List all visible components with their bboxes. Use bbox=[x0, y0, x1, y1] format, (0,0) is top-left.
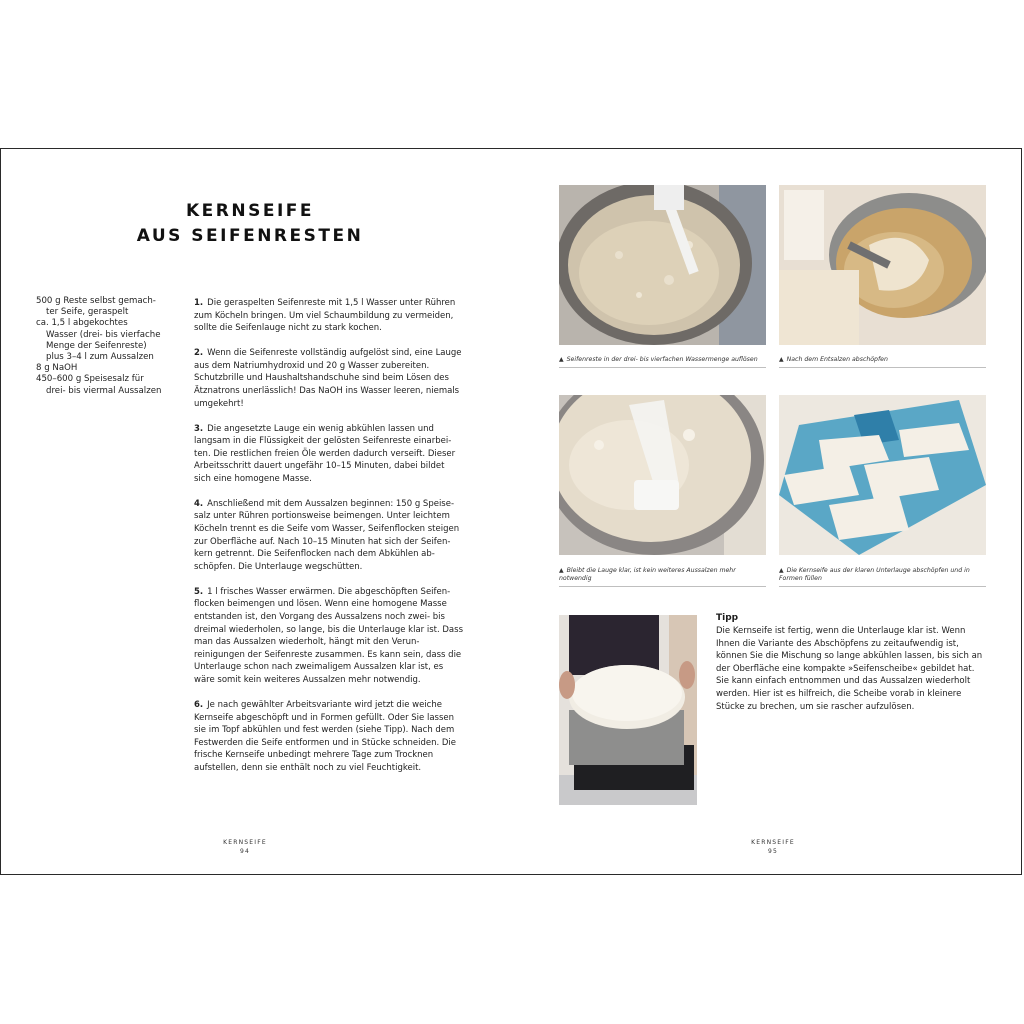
ingredient-item bbox=[36, 363, 176, 374]
photo-caption-4: ▲ Die Kernseife aus der klaren Unterlauge abschöpfen und in Formen füllen bbox=[779, 567, 986, 587]
step-text: Wenn die Seifenreste vollständig aufgelöst sind, eine Lauge aus dem Natriumhydroxid und 20 g Wasser zubereiten. Schutzbrille und Haushaltshandschuhe sind beim Lösen des Ätznatrons unerlässlich! Das NaOH ins Wasser leeren, niemals umgekehrt! bbox=[194, 348, 462, 409]
step-number: 5. bbox=[194, 586, 204, 597]
running-footer-label: KERNSEIFE bbox=[223, 839, 267, 846]
step-text: Anschließend mit dem Aussalzen beginnen: 150 g Speisesalz unter Rühren portionsweise beimengen. Unter leichtem Köcheln trennt es die Seife vom Wasser, Seifenflocken steigen zur Oberfläche auf. Nach 10–15 Minuten hat sich der Seifenkern getrennt. Die Seifenflocken nach dem Abkühlen abschöpfen. Die Unterlauge wegschütten. bbox=[194, 498, 460, 572]
ingredient-item bbox=[36, 296, 176, 318]
page-title-line-1: KERNSEIFE bbox=[185, 201, 314, 221]
tipp-text: Die Kernseife ist fertig, wenn die Unterlauge klar ist. Wenn Ihnen die Variante des Abschöpfens zu zeitaufwendig ist, können Sie die Mischung so lange abkühlen lassen, bis sich an der Oberfläche eine kompakte »Seifenscheibe« gebildet hat. Sie kann einfach entnommen und das Aussalzen wiederholt werden. Hier ist es hilfreich, die Scheibe vorab in kleinere Stücke zu brechen, um sie rascher aufzulösen. bbox=[716, 626, 983, 712]
instruction-step bbox=[194, 423, 464, 486]
folio-left bbox=[205, 838, 285, 856]
ingredient-line: 8 g NaOH bbox=[36, 363, 78, 374]
photo-soap-mold bbox=[779, 395, 986, 555]
ingredient-line: 450–600 g Speisesalz für bbox=[36, 374, 144, 385]
ingredient-line: Menge der Seifenreste) bbox=[46, 340, 147, 351]
instruction-steps bbox=[194, 297, 464, 787]
step-text: Je nach gewählter Arbeitsvariante wird jetzt die weiche Kernseife abgeschöpft und in Formen gefüllt. Oder Sie lassen sie im Topf abkühlen und fest werden (siehe Tipp). Nach dem Festwerden die Seife entformen und in Stücke schneiden. Die frische Kernseife unbedingt mehrere Tage zum Trocknen aufstellen, denn sie enthält noch zu viel Feuchtigkeit. bbox=[194, 699, 457, 773]
ingredient-line: ca. 1,5 l abgekochtes bbox=[36, 318, 128, 329]
step-text: 1 l frisches Wasser erwärmen. Die abgeschöpften Seifenflocken beimengen und lösen. Wenn eine homogene Masse entstanden ist, den Vorgang des Aussalzens noch zwei- bis dreimal wiederholen, so lange, bis die Unterlauge klar ist. Dass man das Aussalzen wiederholt, hängt mit den Verunreinigungen der Seifenreste zusammen. Es kann sein, dass die Unterlauge schon nach zweimaligem Aussalzen klar ist, es wäre somit kein weiteres Aussalzen mehr notwendig. bbox=[194, 586, 463, 685]
page-title-line-2: AUS SEIFENRESTEN bbox=[136, 226, 364, 246]
photo-caption-3: ▲ Bleibt die Lauge klar, ist kein weiteres Aussalzen mehr notwendig bbox=[559, 567, 766, 587]
photo-soap-dissolving bbox=[559, 185, 766, 345]
step-number: 1. bbox=[194, 298, 204, 308]
tipp-heading: Tipp bbox=[716, 613, 739, 623]
ingredient-line: Wasser (drei- bis vierfache bbox=[46, 329, 161, 340]
ingredient-list bbox=[36, 296, 176, 397]
step-number: 4. bbox=[194, 498, 204, 509]
folio-right bbox=[733, 838, 813, 856]
photo-caption-1: ▲ Seifenreste in der drei- bis vierfachen Wassermenge auflösen bbox=[559, 356, 766, 368]
caption-arrow-icon: ▲ bbox=[559, 356, 564, 363]
ingredient-line: drei- bis viermal Aussalzen bbox=[46, 385, 162, 396]
step-number: 2. bbox=[194, 348, 204, 359]
instruction-step bbox=[194, 699, 464, 775]
ingredient-line: plus 3–4 l zum Aussalzen bbox=[46, 352, 154, 363]
caption-arrow-icon: ▲ bbox=[559, 567, 564, 574]
step-text: Die geraspelten Seifenreste mit 1,5 l Wasser unter Rühren zum Köcheln bringen. Um viel Schaumbildung zu vermeiden, sollte die Seifenlauge nicht zu stark kochen. bbox=[194, 298, 456, 334]
instruction-step bbox=[194, 586, 464, 687]
ingredient-line: 500 g Reste selbst gemach- bbox=[36, 296, 156, 306]
step-text: Die angesetzte Lauge ein wenig abkühlen lassen und langsam in die Flüssigkeit der gelösten Seifenreste einarbeiten. Die restlichen freien Öle werden dadurch verseift. Dieser Arbeitsschritt dauert ungefähr 10–15 Minuten, dabei bildet sich eine homogene Masse. bbox=[194, 423, 456, 484]
instruction-step bbox=[194, 347, 464, 410]
step-number: 6. bbox=[194, 699, 204, 710]
photo-soap-disc bbox=[559, 615, 697, 805]
caption-arrow-icon: ▲ bbox=[779, 356, 784, 363]
ingredient-item bbox=[36, 318, 176, 363]
step-number: 3. bbox=[194, 423, 204, 434]
page-number: 95 bbox=[767, 848, 779, 855]
running-footer-label: KERNSEIFE bbox=[751, 839, 795, 846]
page-number: 94 bbox=[239, 848, 251, 855]
photo-skimming bbox=[779, 185, 986, 345]
instruction-step bbox=[194, 297, 464, 335]
photo-caption-2: ▲ Nach dem Entsalzen abschöpfen bbox=[779, 356, 986, 368]
caption-arrow-icon: ▲ bbox=[779, 567, 784, 574]
ingredient-line: ter Seife, geraspelt bbox=[46, 307, 129, 318]
instruction-step bbox=[194, 498, 464, 574]
photo-stirring bbox=[559, 395, 766, 555]
ingredient-item bbox=[36, 374, 176, 396]
